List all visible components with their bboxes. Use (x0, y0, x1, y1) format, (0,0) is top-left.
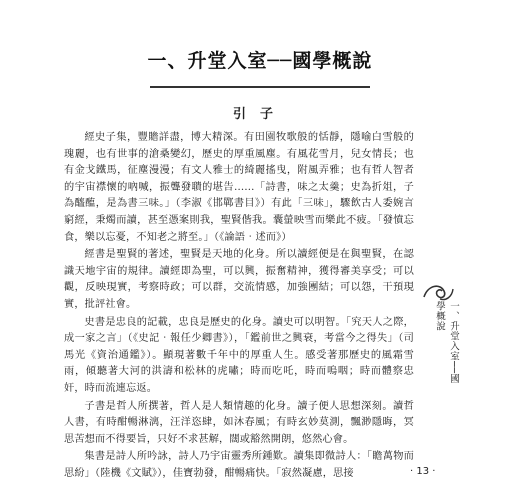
paragraph: 子書是哲人所撰著，哲人是人類情趣的化身。讀子便人思想深刻。讀哲人書，有時酣暢淋漓，汪洋恣肆，如沐春風；有時玄妙莫測，飄渺隱晦，冥思苦想而不得要旨，只好不求甚解，闊或豁然開朗，悠然心會。 (64, 400, 414, 445)
page-number: · 13 · (410, 466, 436, 477)
title-divider (150, 86, 370, 88)
paragraph: 集書是詩人所吟詠，詩人乃宇宙靈秀所鍾歎。讀集即微詩人：「瞻萬物而思紛」（陸機《文賦》），佳寶勃發，酣暢痛快。「寂然凝慮，思接 (64, 451, 414, 479)
paragraph: 經史子集，豐贍詳盡，博大精深。有田園牧歌般的恬靜，隱喻白雪般的瑰麗，也有世事的滄桑變幻，歷史的厚重風塵。有風花雪月，兒女情長；也有金戈鐵馬，征塵漫漫；有文人雅士的綺麗搖曳，附風弄雅；也有哲人智者的宇宙襟懷的吶喊，振聾發聵的堪告……「詩書，味之太羹；史為折俎，子為醯醢，是為書三味。」（李淑《邯鄲書目》）有此「三味」，驟飲古人委婉言窮經，秉燭而讀，甚至憑案則我，聖賢偕我。囊螢映雪而樂此不疲。「發憤忘食，樂以忘憂，不知老之將至。」（《論語‧述而》） (64, 132, 414, 243)
section-heading: 引子 (232, 107, 287, 122)
chapter-title: 一、升堂入室──國學概說 (147, 50, 373, 72)
paragraph: 史書是忠良的記載，忠良是歷史的化身。讀史可以明智。「究天人之際，成一家之言」（《史記‧報任少卿書》），「鑑前世之興衰，考當今之得失」（司馬光《資治通鑑》）。顯現著數千年中的厚重人生。感受著那歷史的風霜雪雨，傾聽著大河的洪濤和松林的虎嘯；時而吃吒，時而嗚咽；時而體察忠奸，時而流連忘返。 (64, 316, 414, 394)
side-chapter-tab (420, 275, 459, 387)
paragraph: 經書是聖賢的著述，聖賢是天地的化身。所以讀經便是在與聖賢，在認識天地宇宙的規律。讀經即為聖，可以興，振奮精神，獲得審美享受；可以觀，反映現實，考察時政；可以群，交流情感，加強團結；可以怨，干預現實，批評社會。 (64, 249, 414, 310)
side-chapter-label: 一、升堂入室──國學概說 (434, 301, 459, 384)
body-text (64, 130, 414, 482)
